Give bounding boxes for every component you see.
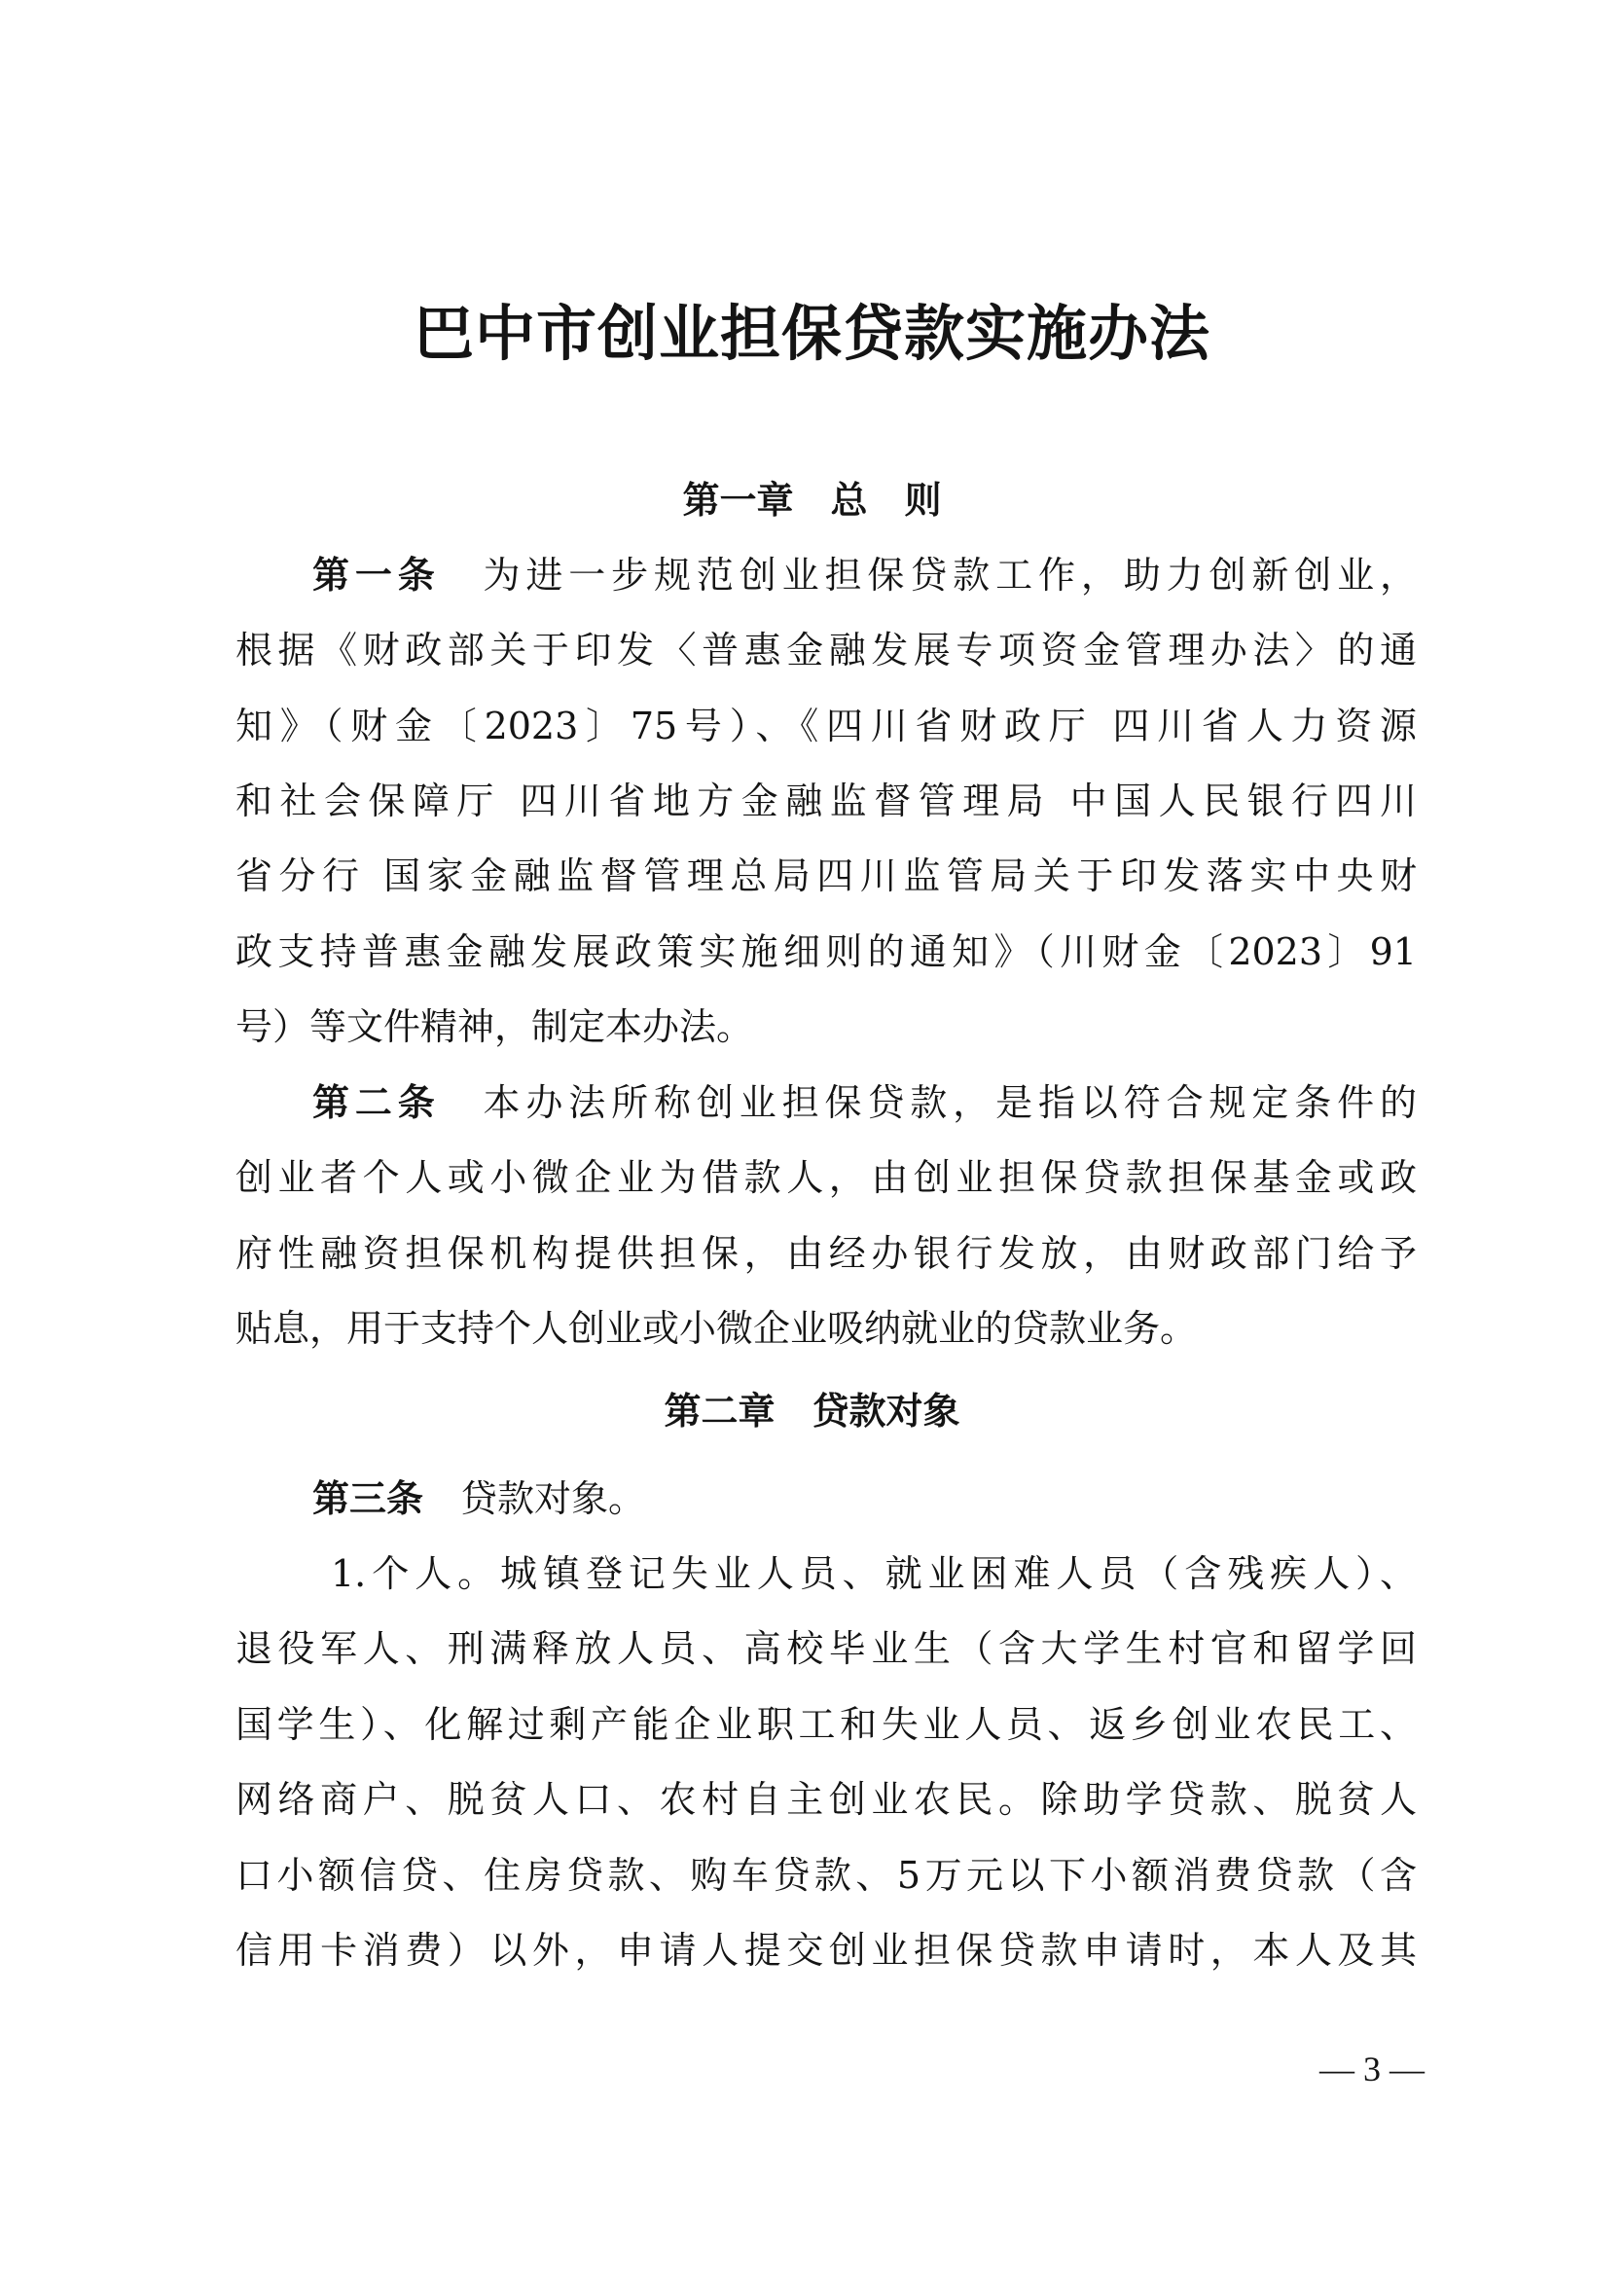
item-1-line: 国学生）、化解过剩产能企业职工和失业人员、返乡创业农民工、	[235, 1703, 1417, 1746]
article-2-line: 府性融资担保机构提供担保，由经办银行发放，由财政部门给予	[235, 1232, 1417, 1275]
chapter-1-heading: 第一章 总 则	[682, 479, 942, 522]
article-3-line: 第三条 贷款对象。	[312, 1477, 646, 1520]
item-1-line: 1.个人。城镇登记失业人员、就业困难人员（含残疾人）、	[331, 1552, 1417, 1595]
chapter-2-heading: 第二章 贷款对象	[664, 1390, 960, 1433]
article-1-line: 知》（财金〔2023〕75号）、《四川省财政厅 四川省人力资源	[235, 705, 1417, 747]
item-1-line: 退役军人、刑满释放人员、高校毕业生（含大学生村官和留学回	[235, 1627, 1417, 1670]
document-title: 巴中市创业担保贷款实施办法	[413, 298, 1210, 369]
article-1-line: 根据《财政部关于印发〈普惠金融发展专项资金管理办法〉的通	[235, 629, 1417, 672]
article-2-line: 创业者个人或小微企业为借款人，由创业担保贷款担保基金或政	[235, 1156, 1417, 1199]
article-1-line: 第一条 为进一步规范创业担保贷款工作，助力创新创业，	[312, 554, 1417, 597]
article-1-line: 号）等文件精神，制定本办法。	[235, 1005, 754, 1048]
article-3-label: 第三条	[312, 1477, 424, 1520]
item-1-line: 网络商户、脱贫人口、农村自主创业农民。除助学贷款、脱贫人	[235, 1778, 1417, 1821]
article-1-line: 政支持普惠金融发展政策实施细则的通知》（川财金〔2023〕91	[235, 930, 1417, 973]
article-2-label: 第二条	[312, 1081, 441, 1124]
article-1-label: 第一条	[312, 554, 441, 597]
article-1-line: 省分行 国家金融监督管理总局四川监管局关于印发落实中央财	[235, 854, 1417, 897]
page-number: — 3 —	[1319, 2050, 1425, 2088]
article-1-line: 和社会保障厅 四川省地方金融监督管理局 中国人民银行四川	[235, 780, 1417, 822]
item-1-line: 信用卡消费）以外，申请人提交创业担保贷款申请时，本人及其	[235, 1929, 1417, 1972]
article-2-line: 第二条 本办法所称创业担保贷款，是指以符合规定条件的	[312, 1081, 1417, 1124]
article-2-line: 贴息，用于支持个人创业或小微企业吸纳就业的贷款业务。	[235, 1307, 1198, 1350]
item-1-line: 口小额信贷、住房贷款、购车贷款、5万元以下小额消费贷款（含	[235, 1854, 1417, 1897]
